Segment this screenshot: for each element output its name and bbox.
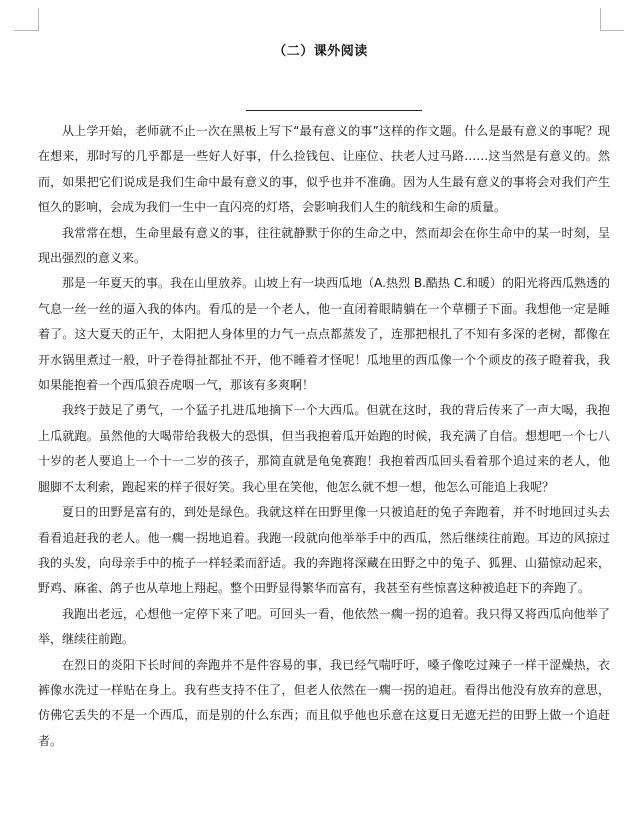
paragraph: 那是一年夏天的事。我在山里放养。山坡上有一块西瓜地（A.热烈 B.酷热 C.和暖）的阳光将西瓜熟透的气息一丝一丝的逼入我的体内。看瓜的是一个老人，他一直闭着眼睛躺在一个草棚子下面。我想他一定是睡着了。这大夏天的正午，太阳把人身体里的力气一点点都蒸发了，连那把根扎了不知有多深的老树，都像在开水锅里煮过一般，叶子卷得扯都扯不开，他不睡着才怪呢！瓜地里的西瓜像一个个顽皮的孩子瞪着我，我如果能抱着一个西瓜狼吞虎咽一气，那该有多爽啊！ (38, 276, 610, 393)
paragraph: 在烈日的炎阳下长时间的奔跑并不是件容易的事，我已经气喘吁吁，嗓子像吃过辣子一样干涩燥热，衣裤像水洗过一样贴在身上。我有些支持不住了，但老人依然在一瘸一拐的追赶。看得出他没有放弃的意思，仿佛它丢失的不是一个西瓜，而是别的什么东西；而且似乎他也乐意在这夏日无遮无拦的田野上做一个追赶者。 (38, 657, 610, 748)
article-body (38, 119, 610, 754)
crop-mark-top-left (14, 30, 38, 31)
paragraph: 我常常在想，生命里最有意义的事，往往就静默于你的生命之中，然而却会在你生命中的某一时刻，呈现出强烈的意义来。 (38, 225, 610, 266)
paragraph: 从上学开始，老师就不止一次在黑板上写下“最有意义的事”这样的作文题。什么是最有意义的事呢？现在想来，那时写的几乎都是一些好人好事，什么捡钱包、让座位、扶老人过马路……这当然是有意义的。然而，如果把它们说成是我们生命中最有意义的事，似乎也并不准确。因为人生最有意义的事将会对我们产生恒久的影响，会成为我们一生中一直闪亮的灯塔，会影响我们人生的航线和生命的质量。 (38, 124, 610, 215)
title-blank-line (246, 110, 422, 111)
document-title: （二）课外阅读 (273, 44, 368, 59)
paragraph: 我终于鼓足了勇气，一个猛子扎进瓜地摘下一个大西瓜。但就在这时，我的背后传来了一声大喝，我抱上瓜就跑。虽然他的大喝带给我极大的恐惧，但当我抱着瓜开始跑的时候，我充满了自信。想想吧一个七八十岁的老人要追上一个十一二岁的孩子，那简直就是龟兔赛跑！我抱着西瓜回头看着那个追过来的老人，他腿脚不太利索，跑起来的样子很好笑。我心里在笑他，他怎么就不想一想，他怎么可能追上我呢？ (38, 403, 610, 494)
crop-mark-top-right (600, 30, 624, 31)
paragraph: 我跑出老远，心想他一定停下来了吧。可回头一看，他依然一瘸一拐的追着。我只得又将西瓜向他举了举，继续往前跑。 (38, 606, 610, 647)
crop-mark-top-right-vertical (600, 8, 601, 31)
paragraph: 夏日的田野是富有的，到处是绿色。我就这样在田野里像一只被追赶的兔子奔跑着，并不时地回过头去看看追赶我的老人。他一瘸一拐地追着。我跑一段就向他举举手中的西瓜，然后继续往前跑。耳边的风掠过我的头发，向母亲手中的梳子一样轻柔而舒适。我的奔跑将深藏在田野之中的兔子、狐狸、山猫惊动起来，野鸡、麻雀、鸽子也从草地上翔起。整个田野显得繁华而富有，我甚至有些惊喜这种被追赶下的奔跑了。 (38, 505, 610, 596)
crop-mark-top-left-vertical (38, 8, 39, 31)
